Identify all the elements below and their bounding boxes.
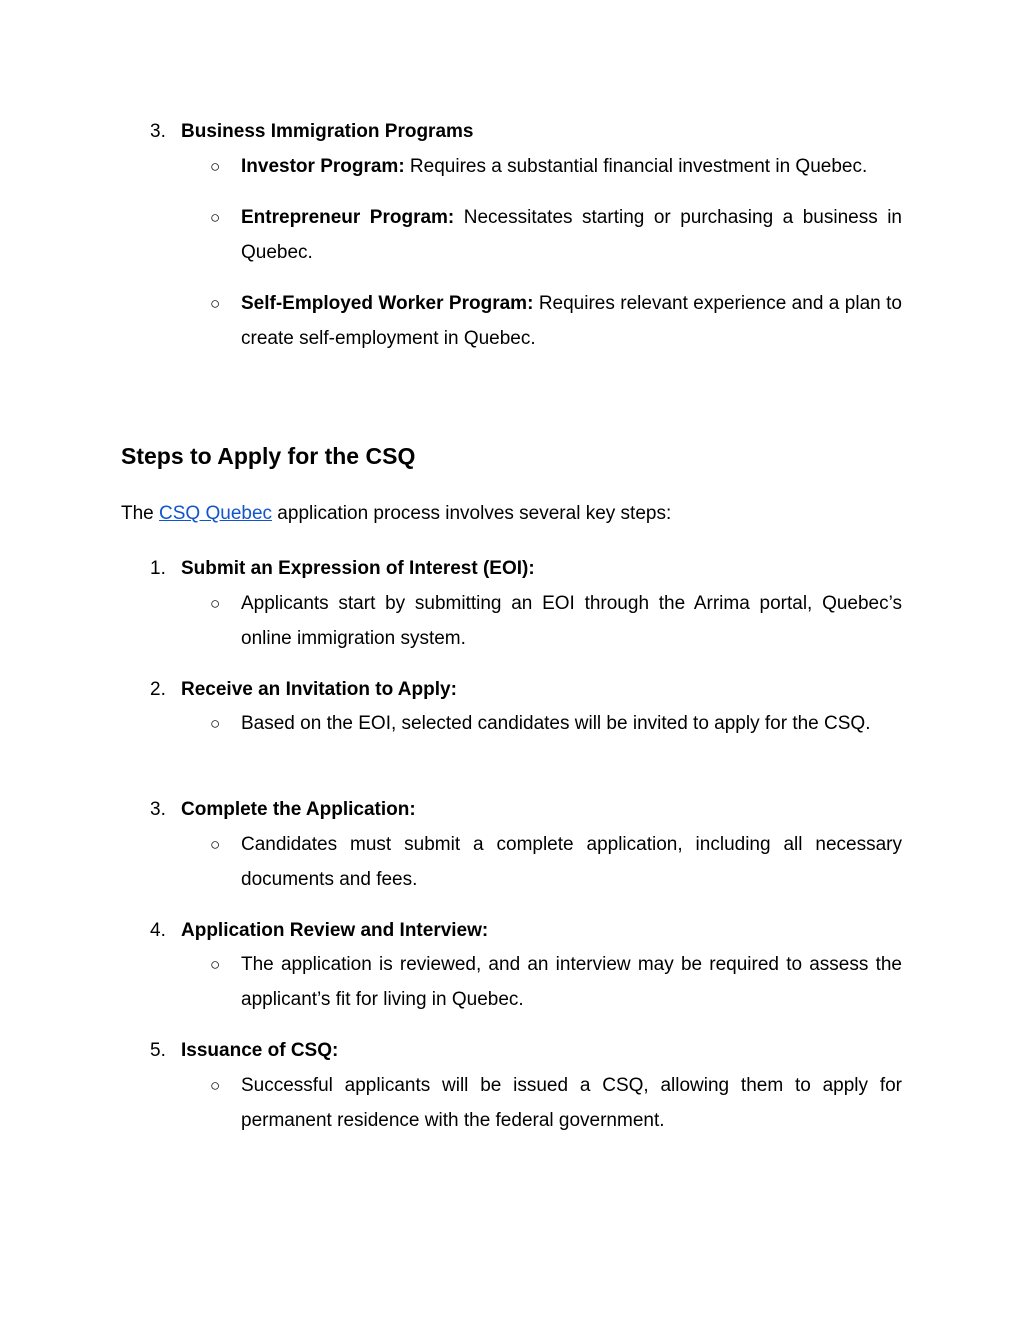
step-detail-text: Successful applicants will be issued a CSQ, allowing them to apply for permanent residence with the federal government.	[241, 1075, 902, 1131]
sub-item-description: Requires relevant experience and a plan to create self-employment in Quebec.	[241, 293, 902, 349]
list-number: 3.	[150, 121, 166, 142]
sub-item-description: Requires a substantial financial investment in Quebec.	[404, 156, 868, 177]
sub-item-text	[241, 150, 902, 185]
hollow-circle-bullet-icon: ○	[210, 594, 221, 613]
step-detail-text: Candidates must submit a complete application, including all necessary documents and fees.	[241, 834, 902, 890]
sub-item-label: Entrepreneur Program:	[241, 207, 455, 228]
sub-item-text	[241, 287, 902, 356]
section-heading: Steps to Apply for the CSQ	[121, 443, 416, 469]
hollow-circle-bullet-icon: ○	[210, 157, 221, 176]
step-number: 4.	[150, 920, 166, 941]
step-number: 5.	[150, 1040, 166, 1061]
hollow-circle-bullet-icon: ○	[210, 1076, 221, 1095]
step-title: Submit an Expression of Interest (EOI):	[181, 558, 535, 579]
list-title: Business Immigration Programs	[181, 121, 474, 142]
hollow-circle-bullet-icon: ○	[210, 208, 221, 227]
step-detail-text: Based on the EOI, selected candidates will be invited to apply for the CSQ.	[241, 713, 871, 734]
intro-text-before: The	[121, 503, 160, 524]
step-title: Receive an Invitation to Apply:	[181, 679, 457, 700]
hollow-circle-bullet-icon: ○	[210, 835, 221, 854]
sub-item-label: Self-Employed Worker Program:	[241, 293, 534, 314]
step-number: 2.	[150, 679, 166, 700]
step-title: Complete the Application:	[181, 799, 416, 820]
intro-paragraph	[121, 502, 671, 526]
step-title: Issuance of CSQ:	[181, 1040, 339, 1061]
hollow-circle-bullet-icon: ○	[210, 294, 221, 313]
csq-quebec-link[interactable]: CSQ Quebec	[159, 503, 273, 524]
step-number: 1.	[150, 558, 166, 579]
hollow-circle-bullet-icon: ○	[210, 955, 221, 974]
hollow-circle-bullet-icon: ○	[210, 714, 221, 733]
step-title: Application Review and Interview:	[181, 920, 489, 941]
sub-item-label: Investor Program:	[241, 156, 405, 177]
step-detail-text: The application is reviewed, and an interview may be required to assess the applicant’s fit for living in Quebec.	[241, 954, 902, 1010]
sub-item-description: Necessitates starting or purchasing a business in Quebec.	[241, 207, 902, 263]
step-number: 3.	[150, 799, 166, 820]
sub-item-text	[241, 201, 902, 270]
step-detail-text: Applicants start by submitting an EOI through the Arrima portal, Quebec’s online immigration system.	[241, 593, 902, 649]
intro-text-after: application process involves several key steps:	[272, 503, 672, 524]
